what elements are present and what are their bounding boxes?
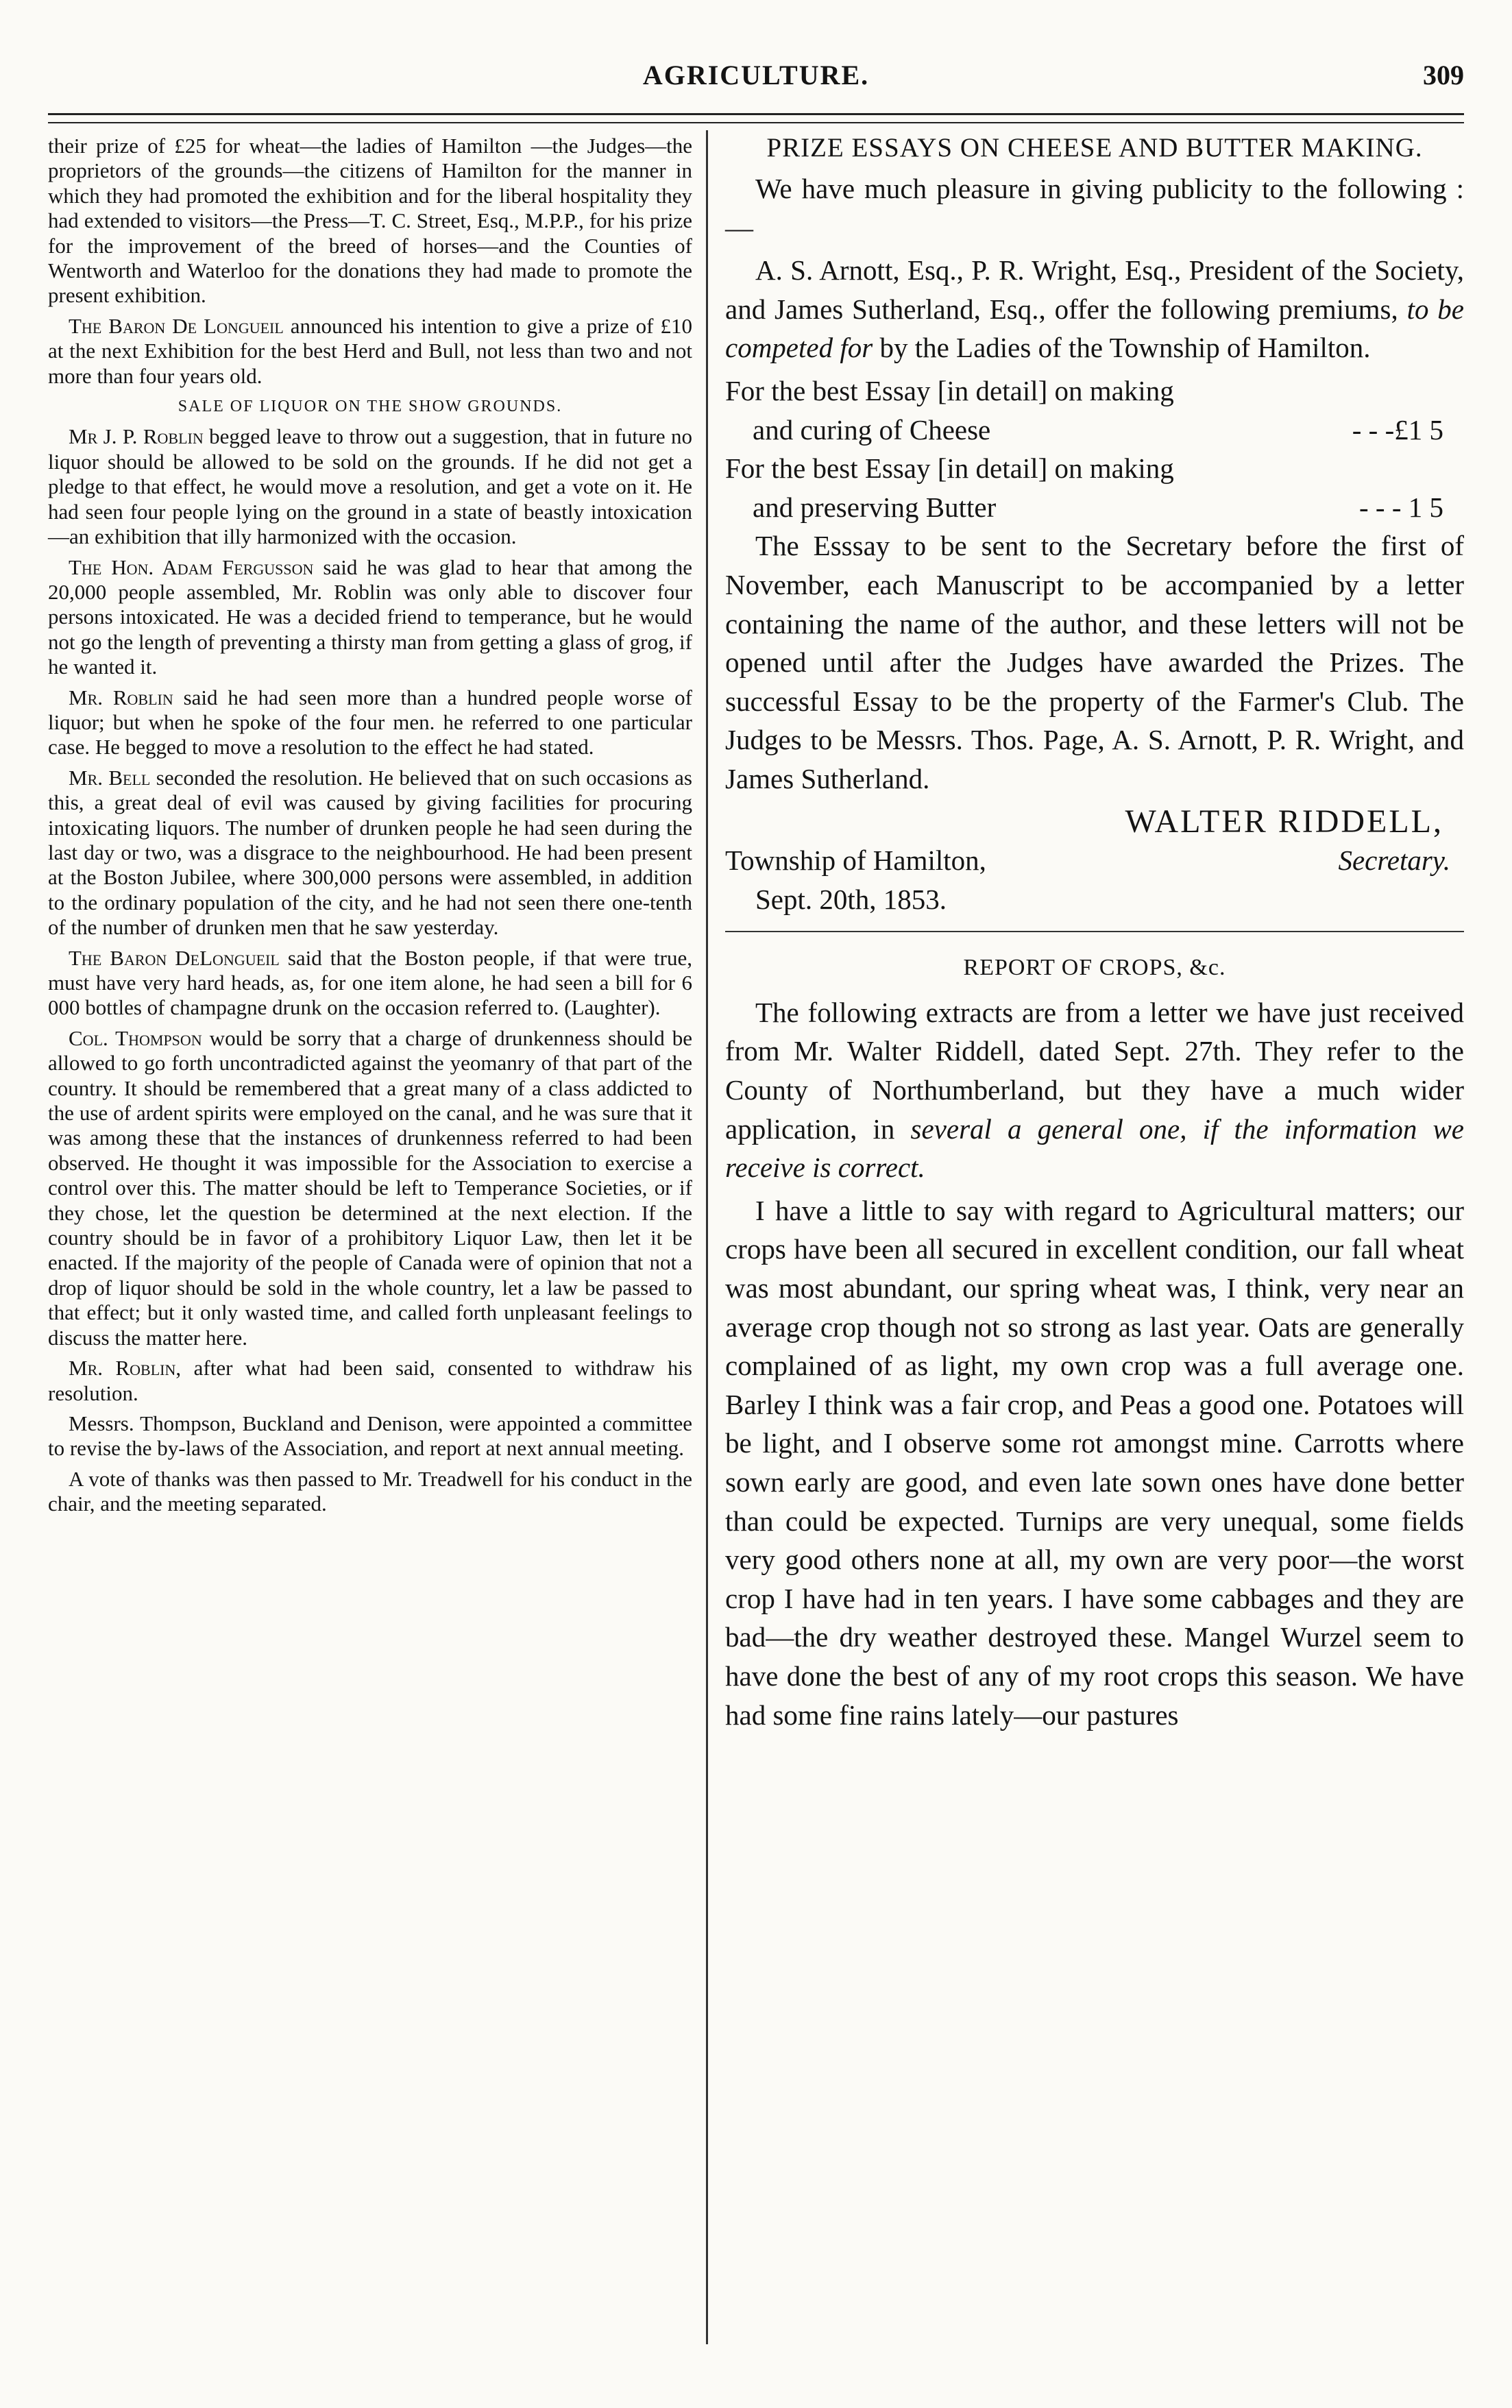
paragraph-text: seconded the resolution. He believed that on such occasions as this, a great deal of evil was caused by giving facilities for procuring intoxicating liquors. The number of drunken people he had seen during the last day or two, was a disgrace to the neighbourhood. He had been present at the Boston Jubilee, where 300,000 persons were assembled, in addition to the ordinary population of the city, and he had not seen there one-tenth of the number of drunken men that he saw yesterday. [48,765,693,940]
paragraph: their prize of £25 for wheat—the ladies of Hamilton —the Judges—the proprietors of the grounds—the citizens of Hamilton for the manner in which they had promoted the exhibition and for the liberal hospitality they had extended to visitors—the Press—T. C. Street, Esq., M.P.P., for his prize for the improvement of the breed of horses—and the Counties of Wentworth and Waterloo for the donations they had made to promote the present exhibition. [48,134,692,308]
speaker-name: Mr. Roblin [69,685,173,709]
speaker-name: Mr. Roblin [69,1356,176,1381]
prize-amount: - - - 1 5 [1359,491,1443,523]
paragraph-italic: to be competed for [725,293,1464,364]
prize-item [725,411,1464,450]
page-header [48,55,1464,103]
paragraph: The Esssay to be sent to the Secretary before the first of November, each Manuscript to be accompanied by a letter containing the name of the author, and these letters will not be opened until after the Judges have awarded the Prizes. The successful Essay to be the property of the Farmer's Club. The Judges to be Messrs. Thos. Page, A. S. Arnott, P. R. Wright, and James Sutherland. [725,530,1464,794]
paragraph-text: said that the Boston people, if that were true, must have very hard heads, as, for one item alone, he had seen a bill for 6 000 bottles of champagne drunk on the occasion referred to. (Laughter). [48,945,692,1020]
signature-line [725,841,1464,880]
header-rule [48,113,1464,123]
paragraph-text: announced his intention to give a prize of £10 at the next Exhibition for the best Herd and Bull, not less than two and not more than four years old. [48,313,692,388]
paragraph-italic: several a general one, if the information we receive is correct. [725,1112,1464,1184]
prize-description: and preserving Butter [753,491,997,523]
section-title: AGRICULTURE. [642,60,870,90]
paragraph [48,424,692,549]
paragraph: We have much pleasure in giving publicity to the following :— [725,173,1464,243]
prize-item-line: For the best Essay [in detail] on making [725,374,1174,406]
column-divider [706,130,708,2344]
paragraph [725,251,1464,367]
paragraph: Messrs. Thompson, Buckland and Denison, were appointed a committee to revise the by-laws of the Association, and report at next annual meeting. [48,1411,692,1461]
section-rule [725,931,1464,932]
paragraph-text: begged leave to throw out a suggestion, that in future no liquor should be allowed to be sold on the grounds. If he did not get a pledge to that effect, he would move a resolution, and get a vote on it. He had seen four people lying on the ground in a state of beastly intoxication—an exhibition that illy harmonized with the occasion. [48,424,693,549]
prize-item-line: For the best Essay [in detail] on making [725,452,1174,485]
paragraph [48,1026,692,1350]
speaker-name: The Baron De Longueil [69,313,284,338]
paragraph-text: The following extracts are from a letter we have just received from Mr. Walter Riddell, dated Sept. 27th. They refer to the County of Northumberland, but they have a much wider application, in [725,996,1464,1145]
signature-name: WALTER RIDDELL, [1125,803,1443,840]
paragraph [48,766,692,940]
subheading: SALE OF LIQUOR ON THE SHOW GROUNDS. [178,398,563,416]
paragraph-text: A. S. Arnott, Esq., P. R. Wright, Esq., President of the Society, and James Sutherland, Esq., offer the following premiums, [725,254,1464,325]
prize-list [725,372,1464,526]
paragraph: I have a little to say with regard to Agricultural matters; our crops have been all secured in excellent condition, our fall wheat was most abundant, our spring wheat was, I think, very near an average crop though not so strong as last year. Oats are generally complained of as light, my own crop was a full average one. Barley I think was a fair crop, and Peas a good one. Potatoes will be light, and I observe some rot amongst mine. Carrotts where sown early are good, and even late sown ones have done better than could be expected. Turnips are very unequal, some fields very good others none at all, my own are very poor—the worst crop I have had in ten years. I have some cabbages and they are bad—the dry weather destroyed these. Mangel Wurzel seem to have done the best of any of my root crops this season. We have had some fine rains lately—our pastures [725,1194,1464,1731]
article-heading: REPORT OF CROPS, &c. [963,955,1226,981]
article-heading: PRIZE ESSAYS ON CHEESE AND BUTTER MAKING. [766,133,1423,162]
paragraph [48,1356,692,1406]
signature-place: Township of Hamilton, [725,844,986,877]
paragraph [48,946,692,1021]
prize-description: and curing of Cheese [753,413,991,446]
paragraph-text: said he had seen more than a hundred people worse of liquor; but when he spoke of the four men. he referred to one particular case. He begged to move a resolution to the effect he had stated. [48,685,692,759]
speaker-name: Col. Thompson [69,1025,202,1050]
signature-date: Sept. 20th, 1853. [755,883,947,915]
paragraph-text: said he was glad to hear that among the 20,000 people assembled, Mr. Roblin was only able to discover four persons intoxicated. He was a decided friend to temperance, but he would not go the length of preventing a thirsty man from getting a glass of grog, if he wanted it. [48,555,692,679]
speaker-name: Mr. Bell [69,765,151,790]
paragraph: A vote of thanks was then passed to Mr. Treadwell for his conduct in the chair, and the meeting separated. [48,1466,692,1516]
prize-item [725,488,1464,527]
prize-amount: - - -£1 5 [1352,413,1443,446]
paragraph [48,314,692,389]
paragraph-text: , after what had been said, consented to withdraw his resolution. [48,1356,692,1405]
speaker-name: The Hon. Adam Fergusson [69,555,314,579]
right-column [725,134,1464,1738]
paragraph-text: by the Ladies of the Township of Hamilton. [873,332,1371,364]
paragraph [48,685,692,760]
signature-role: Secretary. [1338,844,1450,877]
paragraph [725,993,1464,1187]
speaker-name: The Baron DeLongueil [69,945,280,970]
paragraph [48,555,692,680]
page-number: 309 [1423,60,1464,90]
speaker-name: Mr J. P. Roblin [69,424,204,449]
paragraph-text: would be sorry that a charge of drunkenness should be allowed to go forth uncontradicted against the yeomanry of that part of the country. It should be remembered that a great many of a class addicted to the use of ardent spirits were employed on the canal, and he was sure that it was among these that the instances of drunkenness referred to had been observed. He thought it was impossible for the Association to exercise a control over this. The matter should be left to Temperance Societies, or if they chose, let the question be determined at the next election. If the country should be in favor of a prohibitory Liquor Law, then let it be enacted. If the majority of the people of Canada were of opinion that not a drop of liquor should be sold in the whole country, let a law be passed to that effect; but it only wasted time, and called forth unpleasant feelings to discuss the matter here. [48,1025,693,1350]
left-column [48,134,692,1522]
